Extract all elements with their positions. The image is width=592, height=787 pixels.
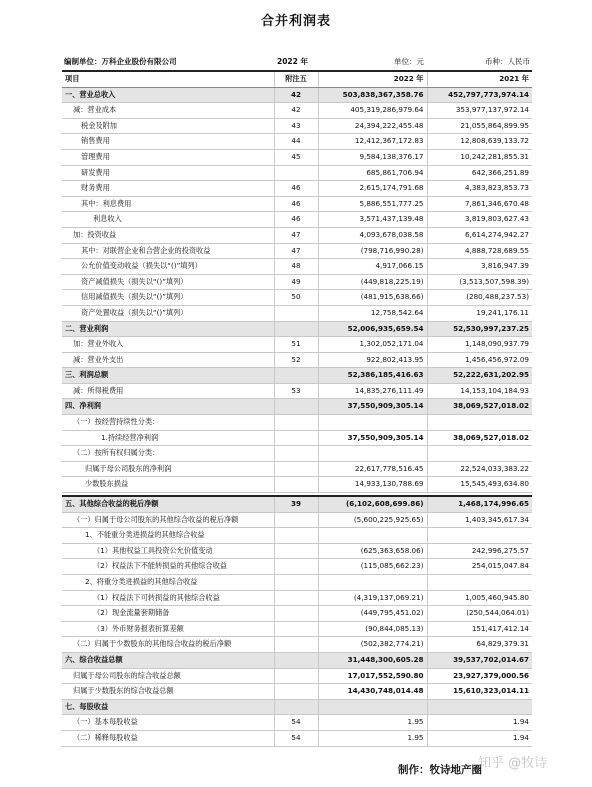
table-row	[62, 383, 532, 399]
row-note	[274, 321, 318, 337]
row-note: 46	[274, 181, 318, 197]
row-label: 少数股东损益	[62, 477, 274, 493]
row-label: 1、不能重分类进损益的其他综合收益	[62, 528, 274, 544]
row-value-2021	[427, 699, 532, 715]
row-note	[274, 305, 318, 321]
row-value-2021	[427, 574, 532, 590]
row-value-2022	[318, 446, 427, 462]
row-value-2022: (90,844,085.13)	[318, 621, 427, 637]
row-value-2022: (6,102,608,699.86)	[318, 496, 427, 512]
row-value-2022: (502,382,774.21)	[318, 637, 427, 653]
row-value-2022: 14,933,130,788.69	[318, 477, 427, 493]
table-row	[62, 305, 532, 321]
currency-label: 币种：人民币	[485, 57, 530, 66]
unit-label: 单位：元	[394, 57, 424, 66]
row-label: 减：所得税费用	[62, 383, 274, 399]
row-label: （1）权益法下可转损益的其他综合收益	[62, 590, 274, 606]
row-note	[274, 652, 318, 668]
row-value-2022: (4,319,137,069.21)	[318, 590, 427, 606]
row-label: 税金及附加	[62, 118, 274, 134]
row-value-2022: 3,571,437,139.48	[318, 212, 427, 228]
table-row	[62, 118, 532, 134]
table-row	[62, 196, 532, 212]
table-row	[62, 368, 532, 384]
row-value-2021: 22,524,033,383.22	[427, 461, 532, 477]
row-label: 资产处置收益（损失以“()”填列）	[62, 305, 274, 321]
row-label: 五、其他综合收益的税后净额	[62, 496, 274, 512]
row-label: 四、净利润	[62, 399, 274, 415]
row-note: 52	[274, 352, 318, 368]
row-value-2021: 6,614,274,942.27	[427, 227, 532, 243]
table-row	[62, 528, 532, 544]
row-label: （二）归属于少数股东的其他综合收益的税后净额	[62, 637, 274, 653]
row-note: 42	[274, 103, 318, 119]
row-value-2021: 1.94	[427, 730, 532, 746]
row-label: 研发费用	[62, 165, 274, 181]
row-note: 51	[274, 337, 318, 353]
row-value-2021: 7,861,346,670.48	[427, 196, 532, 212]
row-note	[274, 430, 318, 446]
row-value-2022: 12,412,367,172.83	[318, 134, 427, 150]
row-value-2021: (280,488,237.53)	[427, 290, 532, 306]
table-row	[62, 290, 532, 306]
row-note	[274, 668, 318, 684]
row-value-2021	[427, 415, 532, 431]
row-value-2021: 52,530,997,237.25	[427, 321, 532, 337]
row-note	[274, 606, 318, 622]
row-note: 54	[274, 730, 318, 746]
table-row	[62, 103, 532, 119]
row-value-2022: 1.95	[318, 715, 427, 731]
row-value-2022: 14,835,276,111.49	[318, 383, 427, 399]
row-value-2022: 9,584,138,376.17	[318, 149, 427, 165]
row-note: 44	[274, 134, 318, 150]
statement-meta	[62, 55, 532, 69]
row-value-2021: 14,153,104,184.93	[427, 383, 532, 399]
table-row	[62, 461, 532, 477]
table-row	[62, 149, 532, 165]
row-note: 50	[274, 290, 318, 306]
row-label: （一）归属于母公司股东的其他综合收益的税后净额	[62, 512, 274, 528]
row-value-2022: (115,085,662.23)	[318, 559, 427, 575]
comprehensive-income-table	[62, 495, 532, 747]
company-label: 编制单位：万科企业股份有限公司	[64, 57, 177, 66]
row-note: 43	[274, 118, 318, 134]
row-value-2021	[427, 528, 532, 544]
row-value-2021: 642,366,251.89	[427, 165, 532, 181]
row-label: 一、营业总收入	[62, 87, 274, 103]
row-value-2021: 15,610,323,014.11	[427, 684, 532, 700]
row-label: 其中：对联营企业和合营企业的投资收益	[62, 243, 274, 259]
row-value-2022: (5,600,225,925.65)	[318, 512, 427, 528]
row-value-2022: 4,917,066.15	[318, 259, 427, 275]
table-row	[62, 352, 532, 368]
row-value-2022: 37,550,909,305.14	[318, 399, 427, 415]
row-note	[274, 399, 318, 415]
row-value-2021: 254,015,047.84	[427, 559, 532, 575]
row-value-2021: 1,456,456,972.09	[427, 352, 532, 368]
table-row	[62, 430, 532, 446]
row-label: 归属于母公司股东的净利润	[62, 461, 274, 477]
row-value-2021: 23,927,379,000.56	[427, 668, 532, 684]
row-value-2021: 353,977,137,972.14	[427, 103, 532, 119]
row-value-2022: 685,861,706.94	[318, 165, 427, 181]
header-item: 项目	[62, 71, 274, 87]
row-note	[274, 528, 318, 544]
row-label: （3）外币财务报表折算差额	[62, 621, 274, 637]
row-note	[274, 621, 318, 637]
row-note	[274, 368, 318, 384]
row-value-2022: 2,615,174,791.68	[318, 181, 427, 197]
row-label: 三、利润总额	[62, 368, 274, 384]
header-note: 附注五	[274, 71, 318, 87]
row-value-2022	[318, 574, 427, 590]
row-note: 39	[274, 496, 318, 512]
table-row	[62, 574, 532, 590]
row-label: （一）基本每股收益	[62, 715, 274, 731]
row-value-2022: 503,838,367,358.76	[318, 87, 427, 103]
table-row	[62, 337, 532, 353]
row-label: 1.持续经营净利润	[62, 430, 274, 446]
row-note: 49	[274, 274, 318, 290]
row-note	[274, 543, 318, 559]
row-label: 资产减值损失（损失以“()”填列）	[62, 274, 274, 290]
row-note	[274, 637, 318, 653]
table-row	[62, 165, 532, 181]
row-label: 利息收入	[62, 212, 274, 228]
row-label: （二）稀释每股收益	[62, 730, 274, 746]
row-value-2021: 12,808,639,133.72	[427, 134, 532, 150]
year-label: 2022 年	[277, 57, 308, 66]
table-row	[62, 543, 532, 559]
row-value-2022: 31,448,300,605.28	[318, 652, 427, 668]
header-2022: 2022 年	[318, 71, 427, 87]
table-row	[62, 87, 532, 103]
row-note	[274, 461, 318, 477]
row-label: 加：营业外收入	[62, 337, 274, 353]
row-value-2021: 3,816,947.39	[427, 259, 532, 275]
row-label: 销售费用	[62, 134, 274, 150]
row-label: 减：营业成本	[62, 103, 274, 119]
row-label: 七、每股收益	[62, 699, 274, 715]
table-row	[62, 730, 532, 746]
row-value-2022: 12,758,542.64	[318, 305, 427, 321]
table-row	[62, 668, 532, 684]
row-value-2022: 22,617,778,516.45	[318, 461, 427, 477]
row-value-2022: 1.95	[318, 730, 427, 746]
row-value-2022: 5,886,551,777.25	[318, 196, 427, 212]
row-label: （2）权益法下不能转损益的其他综合收益	[62, 559, 274, 575]
row-value-2022: 1,302,052,171.04	[318, 337, 427, 353]
table-row	[62, 496, 532, 512]
row-value-2021: 452,797,773,974.14	[427, 87, 532, 103]
table-row	[62, 559, 532, 575]
row-label: 二、营业利润	[62, 321, 274, 337]
row-label: 归属于少数股东的综合收益总额	[62, 684, 274, 700]
statement-title: 合并利润表	[260, 14, 331, 29]
row-note: 53	[274, 383, 318, 399]
row-note	[274, 512, 318, 528]
row-label: （2）现金流量套期储备	[62, 606, 274, 622]
row-value-2022: (449,795,451.02)	[318, 606, 427, 622]
table-row	[62, 512, 532, 528]
row-note: 42	[274, 87, 318, 103]
row-note: 48	[274, 259, 318, 275]
row-value-2022: 52,006,935,659.54	[318, 321, 427, 337]
row-value-2021: (3,513,507,598.39)	[427, 274, 532, 290]
row-value-2021: 242,996,275.57	[427, 543, 532, 559]
row-note	[274, 165, 318, 181]
row-value-2022: 24,394,222,455.48	[318, 118, 427, 134]
table-row	[62, 243, 532, 259]
table-row	[62, 259, 532, 275]
row-label: 加：投资收益	[62, 227, 274, 243]
row-value-2021: (250,544,064.01)	[427, 606, 532, 622]
table-row	[62, 621, 532, 637]
row-value-2022: 922,802,413.95	[318, 352, 427, 368]
table-row	[62, 652, 532, 668]
row-note	[274, 590, 318, 606]
row-label: 信用减值损失（损失以“()”填列）	[62, 290, 274, 306]
row-value-2021: 19,241,176.11	[427, 305, 532, 321]
table-header-row	[62, 71, 532, 87]
row-note	[274, 574, 318, 590]
row-value-2021: 3,819,803,627.43	[427, 212, 532, 228]
row-value-2022: 17,017,552,590.80	[318, 668, 427, 684]
row-value-2022: (625,363,658.06)	[318, 543, 427, 559]
row-note	[274, 446, 318, 462]
table-row	[62, 606, 532, 622]
table-row	[62, 699, 532, 715]
row-value-2021: 1,005,460,945.80	[427, 590, 532, 606]
row-value-2022: 14,430,748,014.48	[318, 684, 427, 700]
row-value-2022: (449,818,225.19)	[318, 274, 427, 290]
row-note	[274, 699, 318, 715]
row-value-2021: 1,148,090,937.79	[427, 337, 532, 353]
row-value-2022: 37,550,909,305.14	[318, 430, 427, 446]
row-label: （一）按经营持续性分类：	[62, 415, 274, 431]
row-value-2022	[318, 528, 427, 544]
row-value-2021: 151,417,412.14	[427, 621, 532, 637]
row-value-2021: 1.94	[427, 715, 532, 731]
row-value-2022: (798,716,990.28)	[318, 243, 427, 259]
row-value-2022: (481,915,638.66)	[318, 290, 427, 306]
row-value-2021: 1,468,174,996.65	[427, 496, 532, 512]
row-label: 管理费用	[62, 149, 274, 165]
row-note	[274, 415, 318, 431]
row-label: 六、综合收益总额	[62, 652, 274, 668]
table-row	[62, 446, 532, 462]
row-value-2022: 52,386,185,416.63	[318, 368, 427, 384]
row-value-2021: 64,829,379.31	[427, 637, 532, 653]
row-value-2021: 15,545,493,634.80	[427, 477, 532, 493]
income-statement-table	[62, 70, 532, 493]
table-row	[62, 684, 532, 700]
row-value-2021: 10,242,281,855.31	[427, 149, 532, 165]
row-note	[274, 477, 318, 493]
table-row	[62, 715, 532, 731]
row-label: 公允价值变动收益（损失以“()”填列）	[62, 259, 274, 275]
row-value-2021: 52,222,631,202.95	[427, 368, 532, 384]
row-note: 47	[274, 227, 318, 243]
row-note	[274, 559, 318, 575]
author-credit: 制作：牧诗地产圈	[398, 764, 482, 776]
row-label: 其中：利息费用	[62, 196, 274, 212]
table-row	[62, 227, 532, 243]
row-note	[274, 684, 318, 700]
table-row	[62, 637, 532, 653]
row-value-2021: 39,537,702,014.67	[427, 652, 532, 668]
table-row	[62, 477, 532, 493]
row-note: 54	[274, 715, 318, 731]
table-row	[62, 181, 532, 197]
row-value-2022	[318, 699, 427, 715]
row-value-2022: 405,319,286,979.64	[318, 103, 427, 119]
row-value-2021: 1,403,345,617.34	[427, 512, 532, 528]
header-2021: 2021 年	[427, 71, 532, 87]
table-row	[62, 399, 532, 415]
row-note: 46	[274, 212, 318, 228]
row-value-2021	[427, 446, 532, 462]
table-row	[62, 590, 532, 606]
row-label: （1）其他权益工具投资公允价值变动	[62, 543, 274, 559]
row-note: 45	[274, 149, 318, 165]
row-value-2021: 38,069,527,018.02	[427, 430, 532, 446]
table-row	[62, 212, 532, 228]
row-value-2022: 4,093,678,038.58	[318, 227, 427, 243]
table-row	[62, 274, 532, 290]
row-value-2021: 21,055,864,899.95	[427, 118, 532, 134]
row-note: 47	[274, 243, 318, 259]
row-label: 2、将重分类进损益的其他综合收益	[62, 574, 274, 590]
row-value-2021: 38,069,527,018.02	[427, 399, 532, 415]
watermark-logo: 知乎 @牧诗	[478, 756, 548, 771]
table-row	[62, 134, 532, 150]
row-value-2021: 4,383,823,853.73	[427, 181, 532, 197]
row-label: 财务费用	[62, 181, 274, 197]
table-row	[62, 415, 532, 431]
row-label: 归属于母公司股东的综合收益总额	[62, 668, 274, 684]
row-note: 46	[274, 196, 318, 212]
table-row	[62, 321, 532, 337]
row-value-2021: 4,888,728,689.55	[427, 243, 532, 259]
row-label: 减：营业外支出	[62, 352, 274, 368]
row-label: （二）按所有权归属分类：	[62, 446, 274, 462]
row-value-2022	[318, 415, 427, 431]
